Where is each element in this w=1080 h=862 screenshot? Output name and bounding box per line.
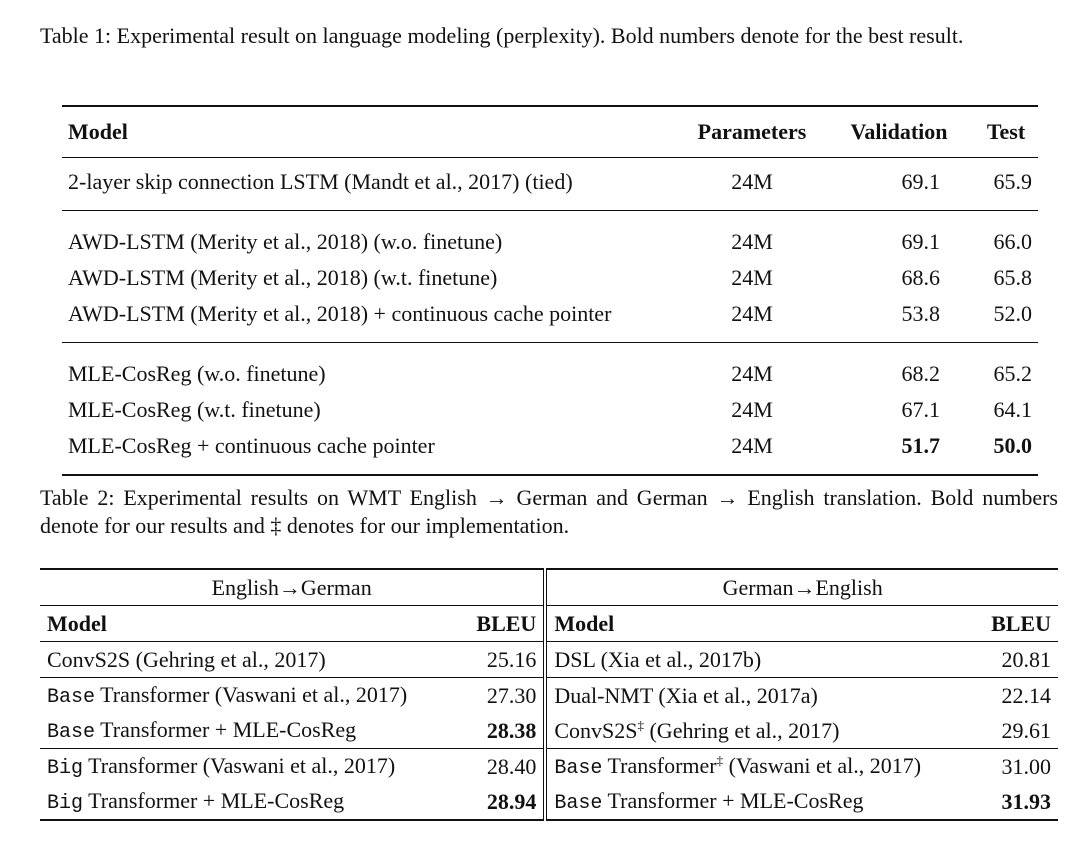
table1-header-row (62, 106, 1038, 158)
table2-left-header-model: Model (40, 606, 460, 642)
table2-left-header-bleu: BLEU (460, 606, 545, 642)
table2-right-bleu: 22.14 (975, 678, 1058, 714)
table2-right-header-model: Model (545, 606, 975, 642)
table-row (62, 428, 1038, 475)
table1-header-model: Model (62, 106, 680, 158)
model-name: Dual-NMT (Xia et al., 2017a) (554, 682, 818, 708)
model-size-prefix: Base (554, 757, 603, 780)
model-citation: (Gehring et al., 2017) (643, 717, 840, 743)
table2-left-model (40, 642, 460, 678)
model-name: Transformer (602, 753, 717, 778)
table1-params: 24M (680, 211, 824, 261)
table1-model: AWD-LSTM (Merity et al., 2018) (w.t. finetune) (68, 265, 498, 290)
model-name: Transformer (Vaswani et al., 2017) (83, 753, 396, 778)
table1-validation: 68.2 (824, 343, 974, 393)
model-name: Transformer + MLE-CosReg (95, 717, 357, 742)
table1-test: 65.2 (974, 343, 1038, 393)
table2-right-bleu: 29.61 (1001, 717, 1051, 743)
table1-validation-best: 51.7 (901, 433, 940, 458)
table2-right-model (545, 784, 975, 820)
table-row (62, 296, 1038, 343)
table2-left-bleu: 25.16 (460, 642, 545, 678)
table1-header-test: Test (974, 106, 1038, 158)
table1-caption: Table 1: Experimental result on language modeling (perplexity). Bold numbers denote for the best result. (40, 23, 964, 48)
table1-validation: 67.1 (901, 397, 940, 422)
model-size-prefix: Big (47, 757, 84, 780)
model-name: ConvS2S (554, 717, 638, 743)
model-name: Transformer + MLE-CosReg (83, 788, 345, 813)
table-row (62, 260, 1038, 296)
table1-test: 52.0 (993, 301, 1032, 326)
table-row (62, 343, 1038, 393)
table1-model: AWD-LSTM (Merity et al., 2018) (w.o. finetune) (62, 211, 680, 261)
table1-params: 24M (731, 169, 773, 194)
table1-model: MLE-CosReg (w.o. finetune) (62, 343, 680, 393)
table2-right-model (545, 642, 975, 678)
dagger-mark: ‡ (637, 717, 644, 733)
table-row (40, 642, 1058, 678)
table2-left-title: English→German (40, 569, 545, 606)
table2-header-row (40, 606, 1058, 642)
table2-right-bleu: 31.00 (975, 749, 1058, 785)
table2-right-model (545, 749, 975, 785)
dagger-mark: ‡ (716, 752, 724, 768)
model-name: Transformer + MLE-CosReg (602, 788, 864, 813)
table2-right-bleu-best: 31.93 (1001, 788, 1051, 814)
table1-test: 65.8 (993, 265, 1032, 290)
model-size-prefix: Base (47, 686, 96, 709)
table2-right-header-bleu: BLEU (975, 606, 1058, 642)
table2-left-model (40, 749, 460, 785)
table2 (40, 568, 1058, 821)
table1-validation: 69.1 (901, 169, 940, 194)
model-name: Transformer (Vaswani et al., 2017) (95, 682, 408, 707)
model-size-prefix: Big (47, 792, 84, 815)
model-name: ConvS2S (Gehring et al., 2017) (47, 646, 326, 672)
table2-left-bleu: 28.40 (460, 749, 545, 785)
table1-params: 24M (731, 433, 773, 458)
table1-model: MLE-CosReg (w.t. finetune) (68, 397, 321, 422)
table2-right-title: German→English (545, 569, 1058, 606)
table1-params: 24M (680, 343, 824, 393)
table1-validation: 68.6 (901, 265, 940, 290)
table1-test: 64.1 (993, 397, 1032, 422)
table1-validation: 69.1 (824, 211, 974, 261)
table1-params: 24M (731, 301, 773, 326)
table-row (40, 678, 1058, 714)
model-name: DSL (Xia et al., 2017b) (554, 646, 762, 672)
table2-left-model (40, 784, 460, 820)
table1-params: 24M (731, 265, 773, 290)
table2-right-bleu: 20.81 (1001, 646, 1051, 672)
table1 (62, 105, 1038, 476)
table-row (62, 392, 1038, 428)
table-row (40, 713, 1058, 749)
table-row (62, 211, 1038, 261)
table1-model: 2-layer skip connection LSTM (Mandt et al., 2017) (tied) (68, 169, 573, 194)
table2-right-model (545, 678, 975, 714)
table1-model: MLE-CosReg + continuous cache pointer (68, 433, 435, 458)
table2-right-model (545, 713, 975, 749)
table1-params: 24M (731, 397, 773, 422)
table-row (62, 158, 1038, 211)
table1-test: 65.9 (993, 169, 1032, 194)
model-size-prefix: Base (47, 721, 96, 744)
model-size-prefix: Base (554, 792, 603, 815)
table2-direction-row (40, 569, 1058, 606)
table1-test: 66.0 (974, 211, 1038, 261)
table2-left-model (40, 678, 460, 714)
table2-left-bleu: 27.30 (460, 678, 545, 714)
table2-left-bleu-best: 28.94 (460, 784, 545, 820)
table2-left-model (40, 713, 460, 749)
table-row (40, 749, 1058, 785)
table1-model: AWD-LSTM (Merity et al., 2018) + continuous cache pointer (68, 301, 612, 326)
table1-test-best: 50.0 (993, 433, 1032, 458)
table1-header-parameters: Parameters (680, 106, 824, 158)
table1-header-validation: Validation (824, 106, 974, 158)
model-citation: (Vaswani et al., 2017) (723, 753, 922, 778)
table2-left-bleu-best: 28.38 (460, 713, 545, 749)
table1-validation: 53.8 (901, 301, 940, 326)
table-row (40, 784, 1058, 820)
table2-caption: Table 2: Experimental results on WMT English → German and German → English translation. Bold numbers denote for our results and ‡ denotes for our implementation. (40, 485, 1058, 538)
